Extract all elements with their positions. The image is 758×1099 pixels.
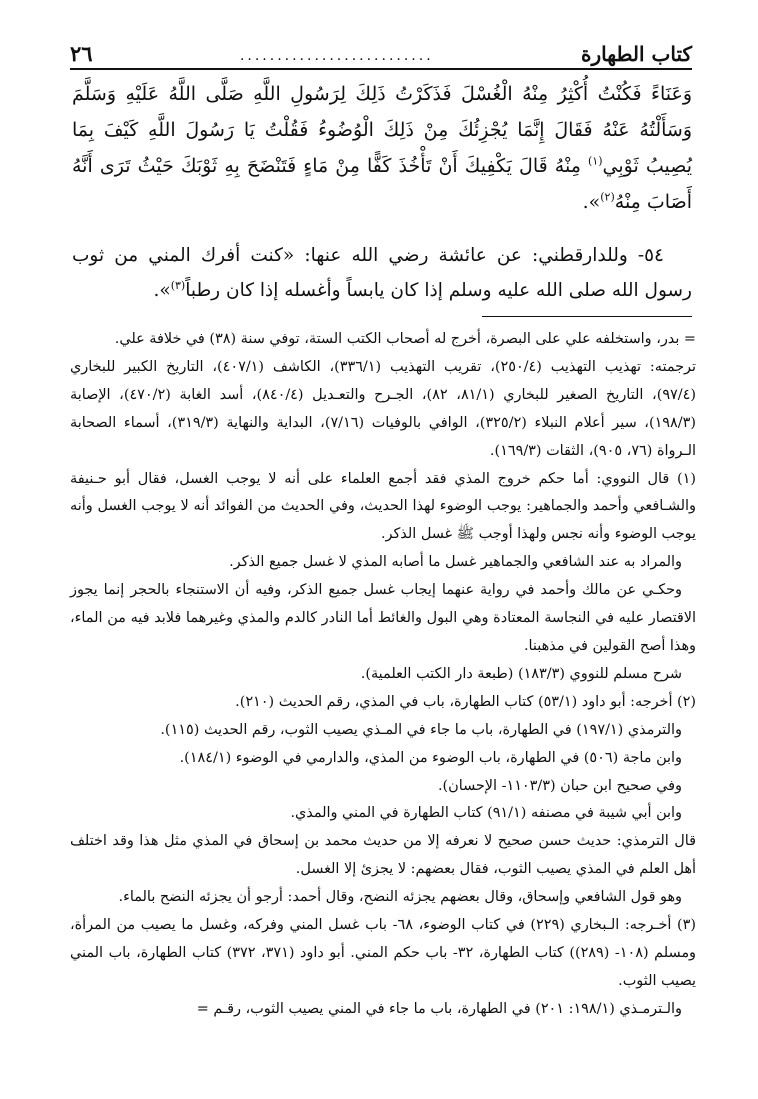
hadith-54-end: ».	[153, 280, 171, 301]
hadith-54	[72, 238, 692, 308]
footnotes	[70, 326, 696, 1024]
footnote-line: ترجمته: تهذيب التهذيب (٢٥٠/٤)، تقريب التهذيب (٣٣٦/١)، الكاشف (٤٠٧/١)، التاريخ الكبير للبخاري (٩٧/٤)، التاريخ الصغير للبخاري (٨١/١، ٨٢)، الجـرح والتعـديل (٨٤٠/٤)، أسد الغابة (٤٧٠/٢)، الإصابة (١٩٨/٣)، سير أعلام النبلاء (٣٢٥/٢)، الوافي بالوفيات (٧/١٦)، البداية والنهاية (٣١٩/٣)، أسماء الصحابة الـرواة (٧٦، ٩٠٥)، الثقات (١٦٩/٣).	[70, 358, 696, 459]
hadith-54-text: ٥٤- وللدارقطني: عن عائشة رضي الله عنها: «كنت أفرك المني من ثوب رسول الله صلى الله عليه وسلم إذا كان يابساً وأغسله إذا كان رطباً	[72, 245, 692, 301]
footnote-line: شرح مسلم للنووي (١٨٣/٣) (طبعة دار الكتب العلمية).	[360, 665, 682, 682]
footnote-line: (٢) أخرجه: أبو داود (٥٣/١) كتاب الطهارة، باب في المذي، رقم الحديث (٢١٠).	[235, 693, 696, 710]
page-header	[70, 34, 692, 70]
main-text-part2: مِنْهُ قَالَ يَكْفِيكَ أَنْ تَأْخُذَ كَفًّا مِنْ مَاءٍ فَتَنْضَحَ بِهِ ثَوْبَكَ حَيْثُ تَرَى أَنَّهُ أَصَابَ مِنْهُ	[72, 155, 692, 213]
footnote-line: قال الترمذي: حديث حسن صحيح لا نعرفه إلا من حديث محمد بن إسحاق في المذي مثل هذا وقد اختلف أهل العلم في المذي يصيب الثوب، فقال بعضهم: لا يجزئ إلا الغسل.	[70, 833, 696, 878]
footnote-line: (١) قال النووي: أما حكم خروج المذي فقد أجمع العلماء على أنه لا يوجب الغسل، فقال أبو حـنيفة والشـافعي وأحمد والجماهير: يوجب الوضوء لهذا الحديث، وفي الحديث من الفوائد أنه لا يوجب الغسل وأنه يوجب الوضوء وأنه نجس ولهذا أوجب ﷺ غسل الذكر.	[70, 470, 696, 543]
header-dots: ..........................	[239, 48, 434, 64]
chapter-title: كتاب الطهارة	[581, 42, 692, 66]
hadith-text-continuation	[72, 76, 692, 220]
footnote-line: والترمذي (١٩٧/١) في الطهارة، باب ما جاء في المـذي يصيب الثوب، رقم الحديث (١١٥).	[160, 721, 682, 738]
footnote-ref-3[interactable]: (٣)	[170, 278, 186, 292]
footnote-line: وهو قول الشافعي وإسحاق، وقال بعضهم يجزئه النضح، وقال أحمد: أرجو أن يجزئه النضح بالماء.	[118, 889, 682, 906]
main-text-part1: وَعَنَاءً فَكُنْتُ أُكْثِرُ مِنْهُ الْغُسْلَ فَذَكَرْتُ ذَلِكَ لِرَسُولِ اللَّهِ صَلَّى اللَّهُ عَلَيْهِ وَسَلَّمَ وَسَأَلْتُهُ عَنْهُ فَقَالَ إِنَّمَا يُجْزِئُكَ مِنْ ذَلِكَ الْوُضُوءُ فَقُلْتُ يَا رَسُولَ اللَّهِ كَيْفَ بِمَا يُصِيبُ ثَوْبِي	[72, 83, 692, 177]
footnote-line: والمراد به عند الشافعي والجماهير غسل ما أصابه المذي لا غسل جميع الذكر.	[229, 554, 682, 571]
footnote-line: = بدر، واستخلفه علي على البصرة، أخرج له أصحاب الكتب الستة، توفي سنة (٣٨) في خلافة علي.	[114, 331, 696, 347]
footnote-line: وفي صحيح ابن حبان (١١٠٣/٣- الإحسان).	[437, 777, 682, 794]
footnote-ref-1[interactable]: (١)	[587, 154, 603, 168]
page-number: ٢٦	[70, 41, 93, 66]
hadith-54-paragraph	[72, 238, 692, 308]
footnote-ref-2[interactable]: (٢)	[600, 190, 615, 204]
footnote-divider	[482, 316, 692, 317]
main-paragraph	[72, 76, 692, 220]
footnote-line: وحكـي عن مالك وأحمد في رواية عنهما إيجاب غسل جميع الذكر، وفيه أن الاستنجاء بالحجر إنما يجوز الاقتصار عليه في النجاسة المعتادة وهي البول والغائط أما النادر كالدم والمذي وغيرهما فلابد فيه من الماء، وهذا أصح القولين في مذهبنا.	[70, 582, 696, 654]
footnote-line: (٣) أخـرجه: الـبخاري (٢٢٩) في كتاب الوضوء، ٦٨- باب غسل المني وفركه، وغسل ما يصيب من المرأة، ومسلم (١٠٨- (٢٨٩)) كتاب الطهارة، ٣٢- باب حكم المني. أبو داود (٣٧١، ٣٧٢) كتاب الطهارة، باب المني يصيب الثوب.	[70, 917, 697, 989]
footnote-line: وابن أبي شيبة في مصنفه (٩١/١) كتاب الطهارة في المني والمذي.	[290, 805, 682, 822]
footnote-line: والـترمـذي (١٩٨/١: ٢٠١) في الطهارة، باب ما جاء في المني يصيب الثوب، رقـم =	[196, 1000, 682, 1017]
footnote-line: وابن ماجة (٥٠٦) في الطهارة، باب الوضوء من المذي، والدارمي في الوضوء (١٨٤/١).	[179, 749, 682, 766]
main-text-end: ».	[582, 191, 601, 213]
